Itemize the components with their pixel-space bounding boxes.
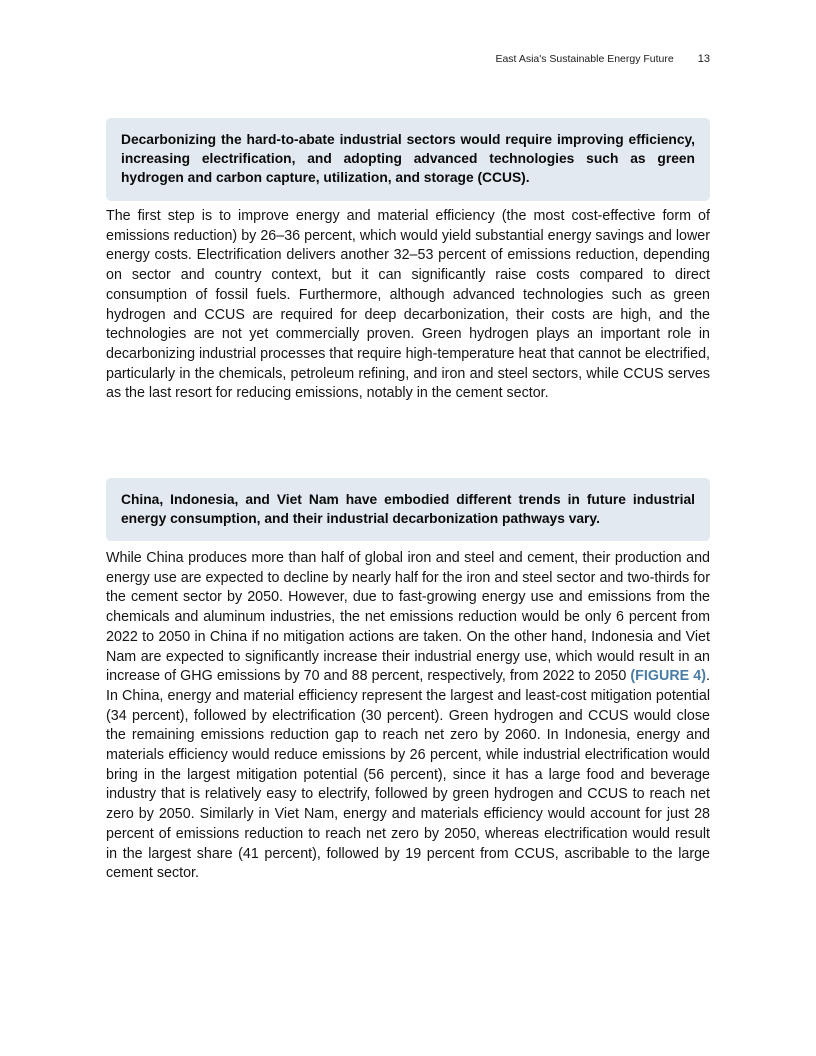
page-header: [106, 53, 710, 65]
callout-decarbonizing-industry: [106, 118, 710, 201]
page-number: 13: [697, 53, 710, 65]
figure-4-link[interactable]: (FIGURE 4): [630, 668, 707, 685]
paragraph-efficiency-electrification: The first step is to improve energy and material efficiency (the most cost-effective form of emissions reduction) by 26–36 percent, which would yield substantial energy savings and lower energy costs. Electrification delivers another 32–53 percent of emissions reduction, depending on sector and country context, but it can significantly raise costs compared to direct consumption of fossil fuels. Furthermore, although advanced technologies such as green hydrogen and CCUS are required for deep decarbonization, their costs are high, and the technologies are not yet commercially proven. Green hydrogen plays an important role in decarbonizing industrial processes that require high-temperature heat that cannot be electrified, particularly in the chemicals, petroleum refining, and iron and steel sectors, while CCUS serves as the last resort for reducing emissions, notably in the cement sector.: [106, 208, 711, 402]
callout-country-trends: [106, 478, 710, 541]
paragraph-text-after-link: . In China, energy and material efficiency represent the largest and least-cost mitigation potential (34 percent), followed by electrification (30 percent). Green hydrogen and CCUS would close the remaining emissions reduction gap to reach net zero by 2060. In Indonesia, energy and materials efficiency would reduce emissions by 26 percent, while industrial electrification would bring in the largest mitigation potential (56 percent), since it has a large food and beverage industry that is relatively easy to electrify, followed by green hydrogen and CCUS to reach net zero by 2050. Similarly in Viet Nam, energy and materials efficiency would account for just 28 percent of emissions reduction to reach net zero by 2050, whereas electrification would result in the largest share (41 percent), followed by 19 percent from CCUS, ascribable to the large cement sector.: [106, 668, 710, 882]
paragraph-country-pathways: [106, 549, 710, 884]
paragraph-text-before-link: While China produces more than half of global iron and steel and cement, their production and energy use are expected to decline by nearly half for the iron and steel sector and two-thirds for the cement sector by 2050. However, due to fast-growing energy use and emissions from the chemicals and aluminum industries, the net emissions reduction would be only 6 percent from 2022 to 2050 in China if no mitigation actions are taken. On the other hand, Indonesia and Viet Nam are expected to significantly increase their industrial energy use, which would result in an increase of GHG emissions by 70 and 88 percent, respectively, from 2022 to 2050: [106, 550, 710, 685]
callout-text: China, Indonesia, and Viet Nam have embodied different trends in future industrial energy consumption, and their industrial decarbonization pathways vary.: [121, 492, 695, 527]
callout-text: Decarbonizing the hard-to-abate industrial sectors would require improving efficiency, increasing electrification, and adopting advanced technologies such as green hydrogen and carbon capture, utilization, and storage (CCUS).: [121, 132, 695, 186]
running-title: East Asia's Sustainable Energy Future: [495, 53, 674, 65]
